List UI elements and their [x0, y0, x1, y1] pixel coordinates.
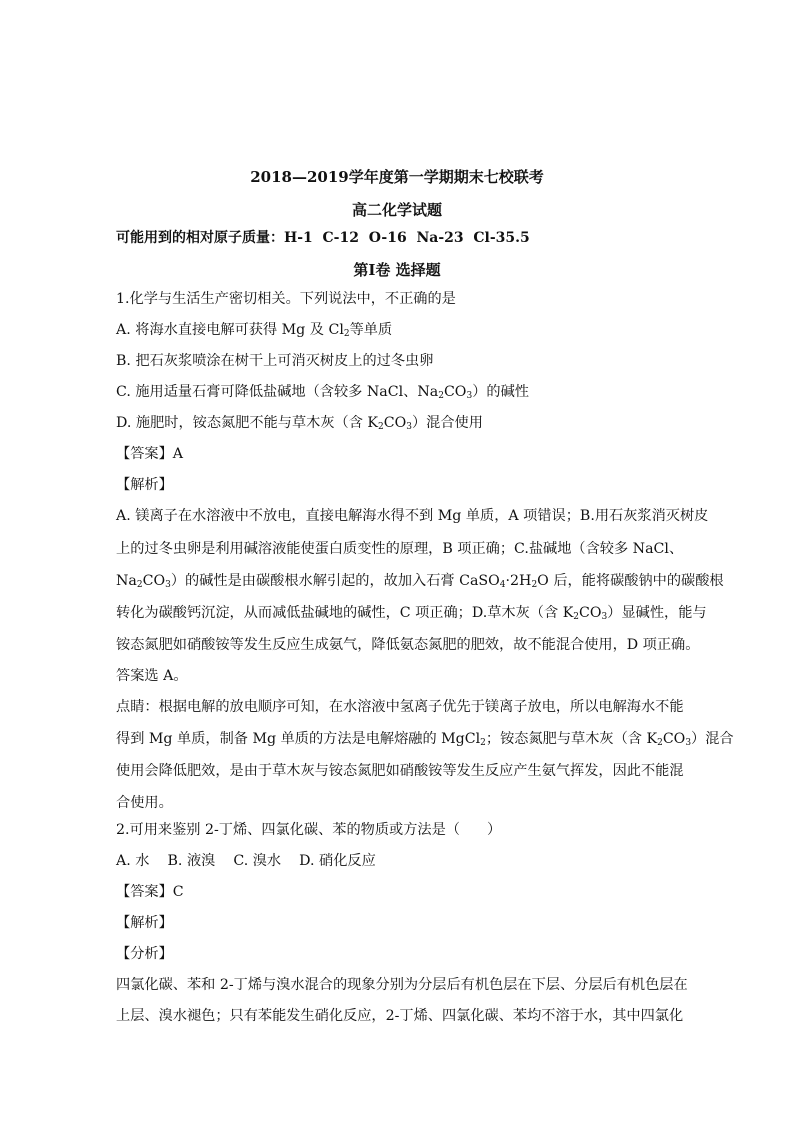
q1-analysis-line-6: 答案选 A。	[116, 668, 188, 684]
q1-analysis-line-1: A. 镁离子在水溶液中不放电，直接电解海水得不到 Mg 单质，A 项错误；B.用石灰浆消灭树皮	[116, 508, 709, 524]
q1-stem: 1.化学与生活生产密切相关。下列说法中，不正确的是	[116, 291, 456, 307]
q1-note-line-1: 点睛：根据电解的放电顺序可知，在水溶液中氢离子优先于镁离子放电，所以电解海水不能	[116, 699, 684, 715]
q2-analysis-label: 【解析】	[116, 915, 173, 931]
q1-analysis-label: 【解析】	[116, 477, 173, 493]
q1-option-d: D. 施肥时，铵态氮肥不能与草木灰（含 $K_2CO_3$）混合使用	[116, 415, 483, 432]
atomic-mass-label: 可能用到的相对原子质量：	[116, 230, 284, 246]
atomic-mass-values: H-1 C-12 O-16 Na-23 Cl-35.5	[284, 230, 530, 246]
q1-option-a: A. 将海水直接电解可获得 Mg 及 $Cl_2$等单质	[116, 322, 393, 339]
q1-analysis-line-3: $Na_2CO_3$）的碱性是由碳酸根水解引起的，故加入石膏 $CaSO_4\cdot 2H_2O$ 后，能将碳酸钠中的碳酸根	[116, 573, 724, 590]
q1-note-line-3: 使用会降低肥效，是由于草木灰与铵态氮肥如硝酸铵等发生反应产生氨气挥发，因此不能混	[116, 763, 684, 779]
q2-fenxi-label: 【分析】	[116, 946, 173, 962]
q1-option-b: B. 把石灰浆喷涂在树干上可消灭树皮上的过冬虫卵	[116, 353, 434, 369]
q1-option-c: C. 施用适量石膏可降低盐碱地（含较多 NaCl、$Na_2CO_3$）的碱性	[116, 384, 529, 401]
exam-title: 2018—2019学年度第一学期期末七校联考	[250, 168, 544, 186]
q2-answer: 【答案】C	[116, 884, 184, 900]
exam-subtitle: 高二化学试题	[351, 201, 442, 219]
q2-options: A. 水 B. 液溴 C. 溴水 D. 硝化反应	[116, 853, 376, 869]
q1-analysis-line-2: 上的过冬虫卵是利用碱溶液能使蛋白质变性的原理，B 项正确；C.盐碱地（含较多 NaCl、	[116, 541, 684, 557]
q1-analysis-line-4: 转化为碳酸钙沉淀，从而减低盐碱地的碱性，C 项正确；D.草木灰（含 $K_2CO_3$）显碱性，能与	[116, 605, 707, 622]
atomic-mass-line	[116, 228, 682, 248]
q1-note-line-4: 合使用。	[116, 795, 173, 811]
q1-note-line-2: 得到 Mg 单质，制备 Mg 单质的方法是电解熔融的 MgCl$_2$；铵态氮肥与草木灰（含 $K_2CO_3$）混合	[116, 731, 734, 748]
q1-analysis-line-5: 铵态氮肥如硝酸铵等发生反应生成氨气，降低氨态氮肥的肥效，故不能混合使用，D 项正确。	[116, 637, 700, 653]
q2-stem: 2.可用来鉴别 2-丁烯、四氯化碳、苯的物质或方法是（ ）	[116, 822, 502, 838]
q2-analysis-line-2: 上层、溴水褪色；只有苯能发生硝化反应，2-丁烯、四氯化碳、苯均不溶于水，其中四氯化	[116, 1008, 684, 1024]
q2-analysis-line-1: 四氯化碳、苯和 2-丁烯与溴水混合的现象分别为分层后有机色层在下层、分层后有机色层在	[116, 977, 688, 993]
q1-answer: 【答案】A	[116, 446, 183, 462]
section-title: 第Ⅰ卷 选择题	[353, 261, 441, 279]
